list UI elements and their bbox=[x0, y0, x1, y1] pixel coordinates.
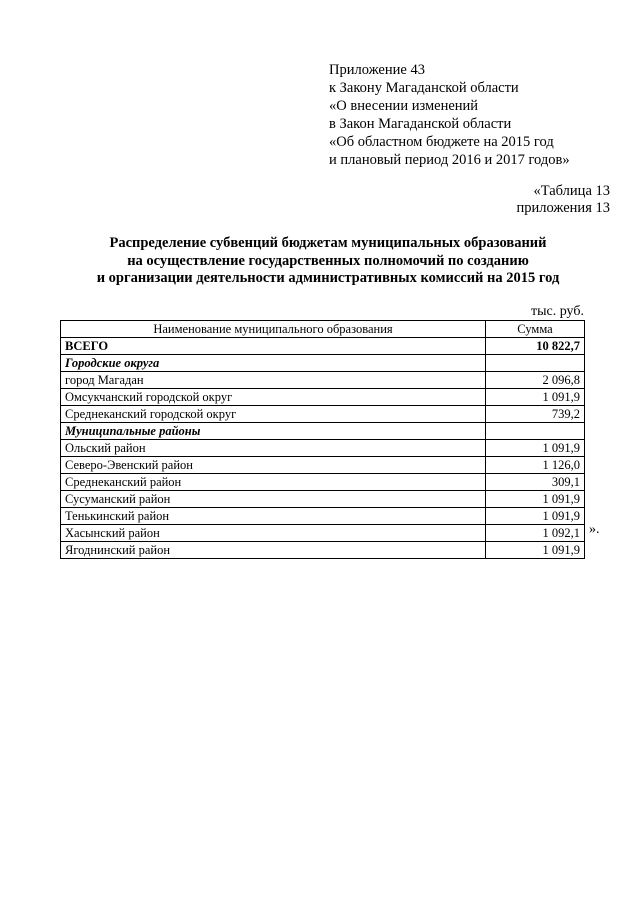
appendix-header bbox=[329, 61, 570, 169]
appendix-line: к Закону Магаданской области bbox=[329, 80, 519, 96]
total-row bbox=[61, 338, 585, 355]
row-sum-cell: 1 091,9 bbox=[486, 542, 585, 559]
row-sum-cell: 1 126,0 bbox=[486, 457, 585, 474]
appendix-line: и плановый период 2016 и 2017 годов» bbox=[329, 152, 570, 168]
row-name-cell: Северо-Эвенский район bbox=[61, 457, 486, 474]
appendix-line: в Закон Магаданской области bbox=[329, 116, 512, 132]
row-name-cell: Хасынский район bbox=[61, 525, 486, 542]
group-name-cell: Муниципальные районы bbox=[61, 423, 486, 440]
table-row bbox=[61, 474, 585, 491]
table-row bbox=[61, 508, 585, 525]
row-name-cell: Среднеканский городской округ bbox=[61, 406, 486, 423]
header-name-cell: Наименование муниципального образования bbox=[61, 321, 486, 338]
row-sum-cell: 1 091,9 bbox=[486, 389, 585, 406]
row-sum-cell: 1 092,1 bbox=[486, 525, 585, 542]
row-sum-cell: 739,2 bbox=[486, 406, 585, 423]
appendix-line: Приложение 43 bbox=[329, 62, 425, 78]
group-row-urban-districts bbox=[61, 355, 585, 372]
group-row-municipal-districts bbox=[61, 423, 585, 440]
row-sum-cell: 1 091,9 bbox=[486, 508, 585, 525]
group-sum-cell bbox=[486, 423, 585, 440]
table-reference-line2: приложения 13 bbox=[516, 200, 610, 216]
row-sum-cell: 309,1 bbox=[486, 474, 585, 491]
total-name-cell: ВСЕГО bbox=[61, 338, 486, 355]
table-reference-line1: «Таблица 13 bbox=[533, 183, 610, 199]
table-row bbox=[61, 525, 585, 542]
title-line3: и организации деятельности административных комиссий на 2015 год bbox=[96, 270, 560, 286]
row-sum-cell: 1 091,9 bbox=[486, 491, 585, 508]
table-row bbox=[61, 491, 585, 508]
document-title bbox=[40, 235, 616, 288]
row-name-cell: Омсукчанский городской округ bbox=[61, 389, 486, 406]
row-name-cell: город Магадан bbox=[61, 372, 486, 389]
table-row bbox=[61, 406, 585, 423]
group-name-cell: Городские округа bbox=[61, 355, 486, 372]
table-header-row bbox=[61, 321, 585, 338]
appendix-line: «Об областном бюджете на 2015 год bbox=[329, 134, 554, 150]
row-name-cell: Ягоднинский район bbox=[61, 542, 486, 559]
row-name-cell: Сусуманский район bbox=[61, 491, 486, 508]
total-sum-cell: 10 822,7 bbox=[486, 338, 585, 355]
row-sum-cell: 1 091,9 bbox=[486, 440, 585, 457]
table-reference bbox=[517, 183, 610, 217]
closing-quote: ». bbox=[589, 522, 600, 537]
row-name-cell: Ольский район bbox=[61, 440, 486, 457]
row-name-cell: Среднеканский район bbox=[61, 474, 486, 491]
appendix-line: «О внесении изменений bbox=[329, 98, 479, 114]
group-sum-cell bbox=[486, 355, 585, 372]
row-sum-cell: 2 096,8 bbox=[486, 372, 585, 389]
title-line2: на осуществление государственных полномочий по созданию bbox=[127, 252, 529, 269]
title-line1: Распределение субвенций бюджетам муниципальных образований bbox=[109, 235, 547, 251]
table-row bbox=[61, 389, 585, 406]
distribution-table bbox=[60, 320, 585, 559]
unit-label: тыс. руб. bbox=[531, 304, 584, 319]
table-row bbox=[61, 372, 585, 389]
header-sum-cell: Сумма bbox=[486, 321, 585, 338]
row-name-cell: Тенькинский район bbox=[61, 508, 486, 525]
table-row bbox=[61, 542, 585, 559]
table-row bbox=[61, 440, 585, 457]
table-row bbox=[61, 457, 585, 474]
